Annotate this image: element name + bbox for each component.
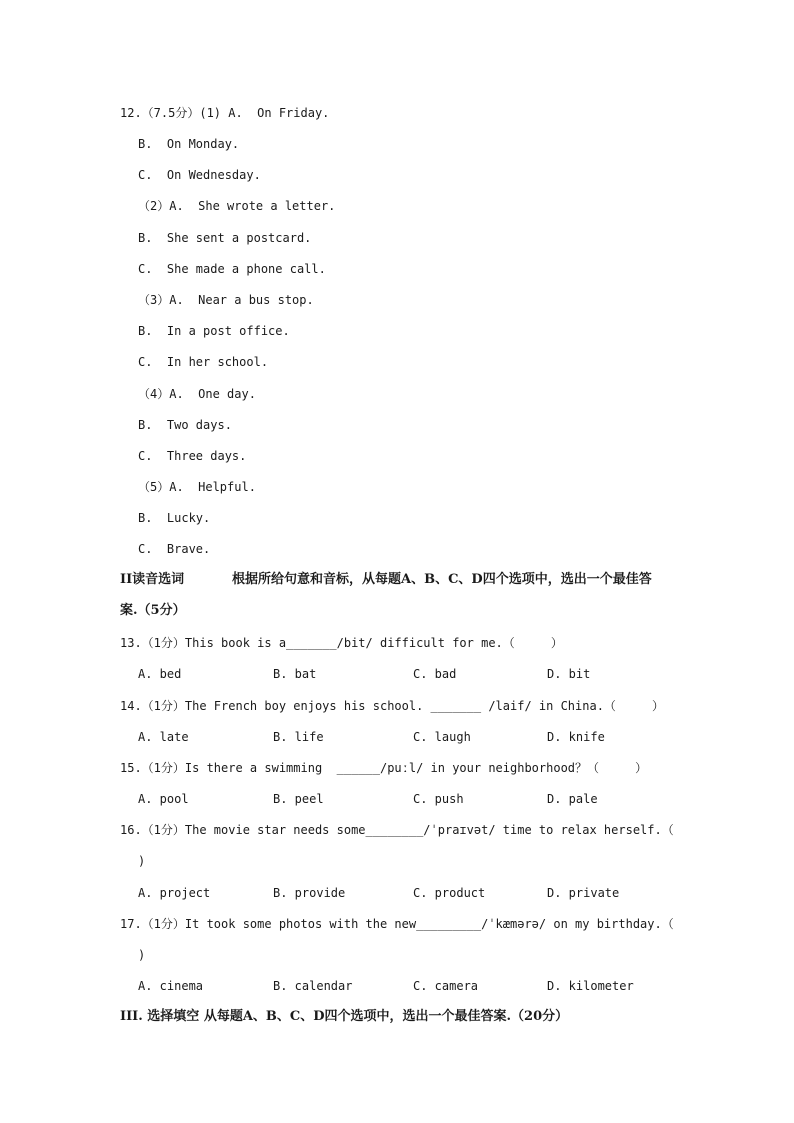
question-12-stem: 12.（7.5分）(1) A. On Friday. xyxy=(120,106,330,120)
q12-line: （4）A. One day. xyxy=(138,387,256,401)
q12-line: C. On Wednesday. xyxy=(138,168,261,182)
question-16-stem: 16.（1分）The movie star needs some________/ˈpraɪvət/ time to relax herself.（ xyxy=(120,823,674,837)
question-15-stem: 15.（1分）Is there a swimming ______/puːl/ in your neighborhood？（ ） xyxy=(120,761,648,775)
option-b: B. calendar xyxy=(273,979,353,993)
question-16-stem-cont: ) xyxy=(138,854,146,868)
option-d: D. private xyxy=(547,886,620,900)
option-d: D. bit xyxy=(547,667,591,681)
section-2-heading-instructions: 根据所给句意和音标，从每题A、B、C、D四个选项中，选出一个最佳答 xyxy=(232,572,652,587)
question-13-stem: 13.（1分）This book is a_______/bit/ difficult for me.（ ） xyxy=(120,636,563,650)
section-2-heading-cont: 案.（5分） xyxy=(120,603,186,618)
option-a: A. pool xyxy=(138,792,189,806)
option-c: C. push xyxy=(413,792,464,806)
option-a: A. late xyxy=(138,730,189,744)
q12-line: B. Two days. xyxy=(138,418,232,432)
option-b: B. peel xyxy=(273,792,324,806)
q12-line: （3）A. Near a bus stop. xyxy=(138,293,314,307)
option-b: B. bat xyxy=(273,667,317,681)
option-a: A. bed xyxy=(138,667,182,681)
q12-line: （5）A. Helpful. xyxy=(138,480,256,494)
q12-line: B. On Monday. xyxy=(138,137,240,151)
q12-line: C. Three days. xyxy=(138,449,247,463)
q12-line: C. In her school. xyxy=(138,355,269,369)
option-c: C. laugh xyxy=(413,730,471,744)
q12-line: C. She made a phone call. xyxy=(138,262,326,276)
option-d: D. knife xyxy=(547,730,605,744)
question-17-stem: 17.（1分）It took some photos with the new_________/ˈkæmərə/ on my birthday.（ xyxy=(120,917,674,931)
option-b: B. provide xyxy=(273,886,346,900)
section-2-heading-label: II读音选词 xyxy=(120,572,185,587)
q12-line: B. Lucky. xyxy=(138,511,211,525)
option-d: D. kilometer xyxy=(547,979,634,993)
q12-line: B. She sent a postcard. xyxy=(138,231,312,245)
option-b: B. life xyxy=(273,730,324,744)
option-c: C. product xyxy=(413,886,486,900)
q12-line: （2）A. She wrote a letter. xyxy=(138,199,336,213)
option-d: D. pale xyxy=(547,792,598,806)
q12-line: C. Brave. xyxy=(138,542,211,556)
option-a: A. cinema xyxy=(138,979,204,993)
option-a: A. project xyxy=(138,886,211,900)
question-17-stem-cont: ) xyxy=(138,948,146,962)
q12-line: B. In a post office. xyxy=(138,324,290,338)
question-14-stem: 14.（1分）The French boy enjoys his school. _______ /laif/ in China.（ ） xyxy=(120,699,665,713)
option-c: C. bad xyxy=(413,667,457,681)
section-3-heading: III. 选择填空 从每题A、B、C、D四个选项中，选出一个最佳答案.（20分） xyxy=(120,1009,569,1024)
option-c: C. camera xyxy=(413,979,479,993)
